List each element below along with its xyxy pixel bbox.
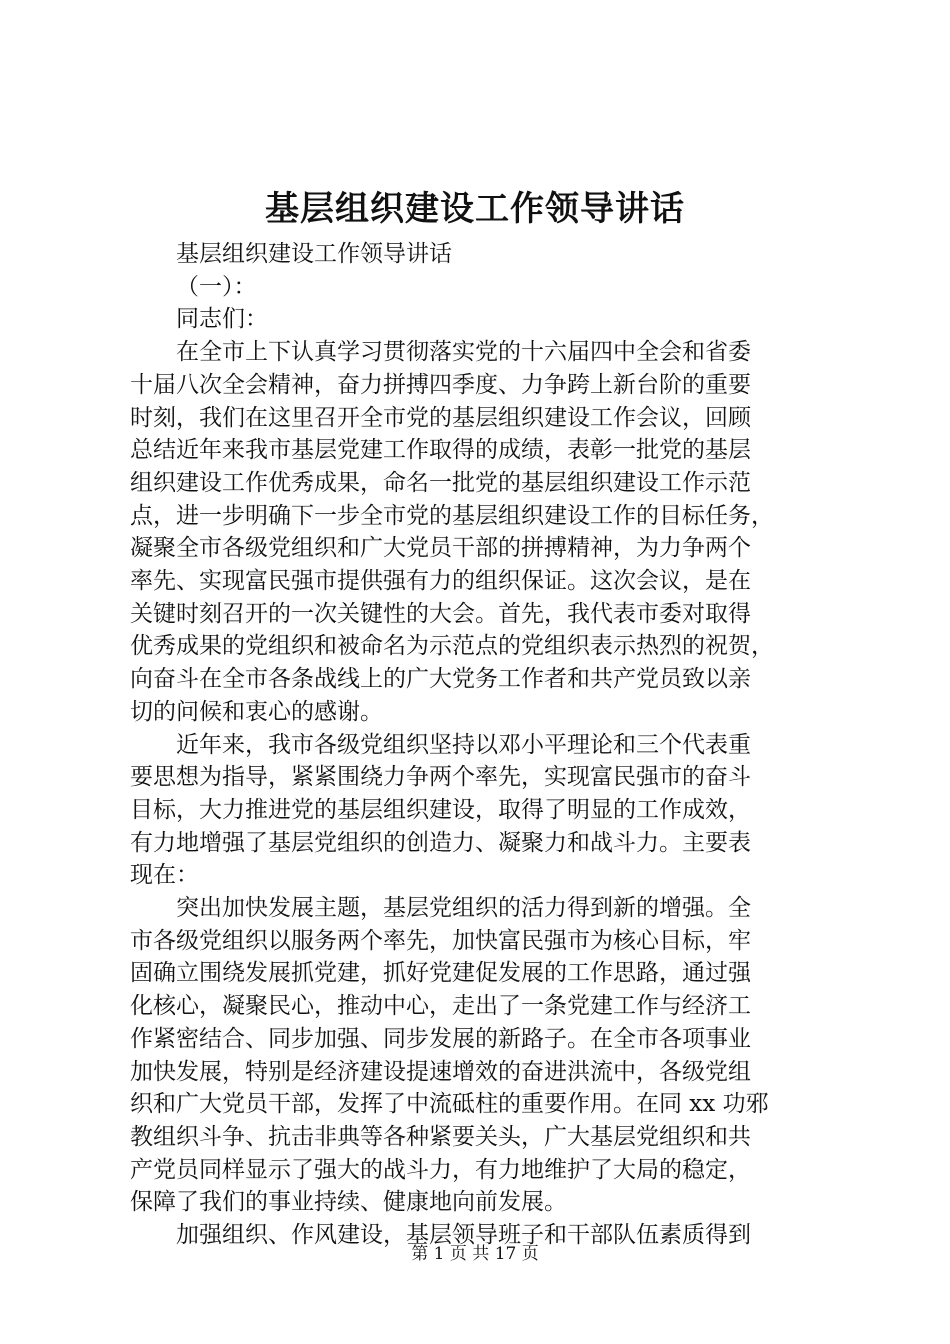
text-line: 同志们： (176, 306, 268, 333)
text-line: 十届八次全会精神，奋力拼搏四季度、力争跨上新台阶的重要 (130, 371, 751, 398)
text-line: 教组织斗争、抗击非典等各种紧要关头，广大基层党组织和共 (130, 1123, 751, 1150)
text-line: （一）： (176, 273, 257, 300)
text-line: 点，进一步明确下一步全市党的基层组织建设工作的目标任务， (130, 502, 774, 529)
text-line: 作紧密结合、同步加强、同步发展的新路子。在全市各项事业 (130, 1025, 751, 1052)
text-line: 切的问候和衷心的感谢。 (130, 698, 383, 725)
text-line: 在全市上下认真学习贯彻落实党的十六届四中全会和省委 (176, 339, 751, 366)
text-line: 凝聚全市各级党组织和广大党员干部的拼搏精神，为力争两个 (130, 535, 751, 562)
text-line: 固确立围绕发展抓党建，抓好党建促发展的工作思路，通过强 (130, 960, 751, 987)
text-line: 加强组织、作风建设，基层领导班子和干部队伍素质得到 (176, 1222, 751, 1249)
page-footer (0, 1242, 950, 1266)
text-line: 率先、实现富民强市提供强有力的组织保证。这次会议，是在 (130, 568, 751, 595)
text-line: 基层组织建设工作领导讲话 (176, 241, 452, 267)
text-line: 市各级党组织以服务两个率先，加快富民强市为核心目标，牢 (130, 927, 751, 954)
text-line: 时刻，我们在这里召开全市党的基层组织建设工作会议，回顾 (130, 404, 751, 431)
text-line: 总结近年来我市基层党建工作取得的成绩，表彰一批党的基层 (130, 437, 751, 464)
text-line: 关键时刻召开的一次关键性的大会。首先，我代表市委对取得 (130, 600, 751, 627)
text-line: 现在： (130, 862, 199, 889)
text-line: 化核心，凝聚民心，推动中心，走出了一条党建工作与经济工 (130, 993, 751, 1020)
page-title: 基层组织建设工作领导讲话 (265, 189, 685, 229)
text-line: 产党员同样显示了强大的战斗力，有力地维护了大局的稳定， (130, 1156, 751, 1183)
text-line: 组织建设工作优秀成果，命名一批党的基层组织建设工作示范 (130, 469, 751, 496)
text-line: 优秀成果的党组织和被命名为示范点的党组织表示热烈的祝贺， (130, 633, 774, 660)
text-line: 织和广大党员干部，发挥了中流砥柱的重要作用。在同 xx 功邪 (130, 1091, 769, 1118)
page-number: 第 1 页 共 17 页 (411, 1244, 539, 1264)
text-line: 目标，大力推进党的基层组织建设，取得了明显的工作成效， (130, 796, 751, 823)
text-line: 保障了我们的事业持续、健康地向前发展。 (130, 1189, 567, 1216)
text-line: 向奋斗在全市各条战线上的广大党务工作者和共产党员致以亲 (130, 666, 751, 693)
text-line: 有力地增强了基层党组织的创造力、凝聚力和战斗力。主要表 (130, 829, 751, 856)
text-line: 要思想为指导，紧紧围绕力争两个率先，实现富民强市的奋斗 (130, 764, 751, 791)
document-body (130, 238, 830, 1252)
text-line: 突出加快发展主题，基层党组织的活力得到新的增强。全 (176, 895, 751, 922)
text-line: 加快发展，特别是经济建设提速增效的奋进洪流中，各级党组 (130, 1058, 751, 1085)
text-line: 近年来，我市各级党组织坚持以邓小平理论和三个代表重 (176, 731, 751, 758)
